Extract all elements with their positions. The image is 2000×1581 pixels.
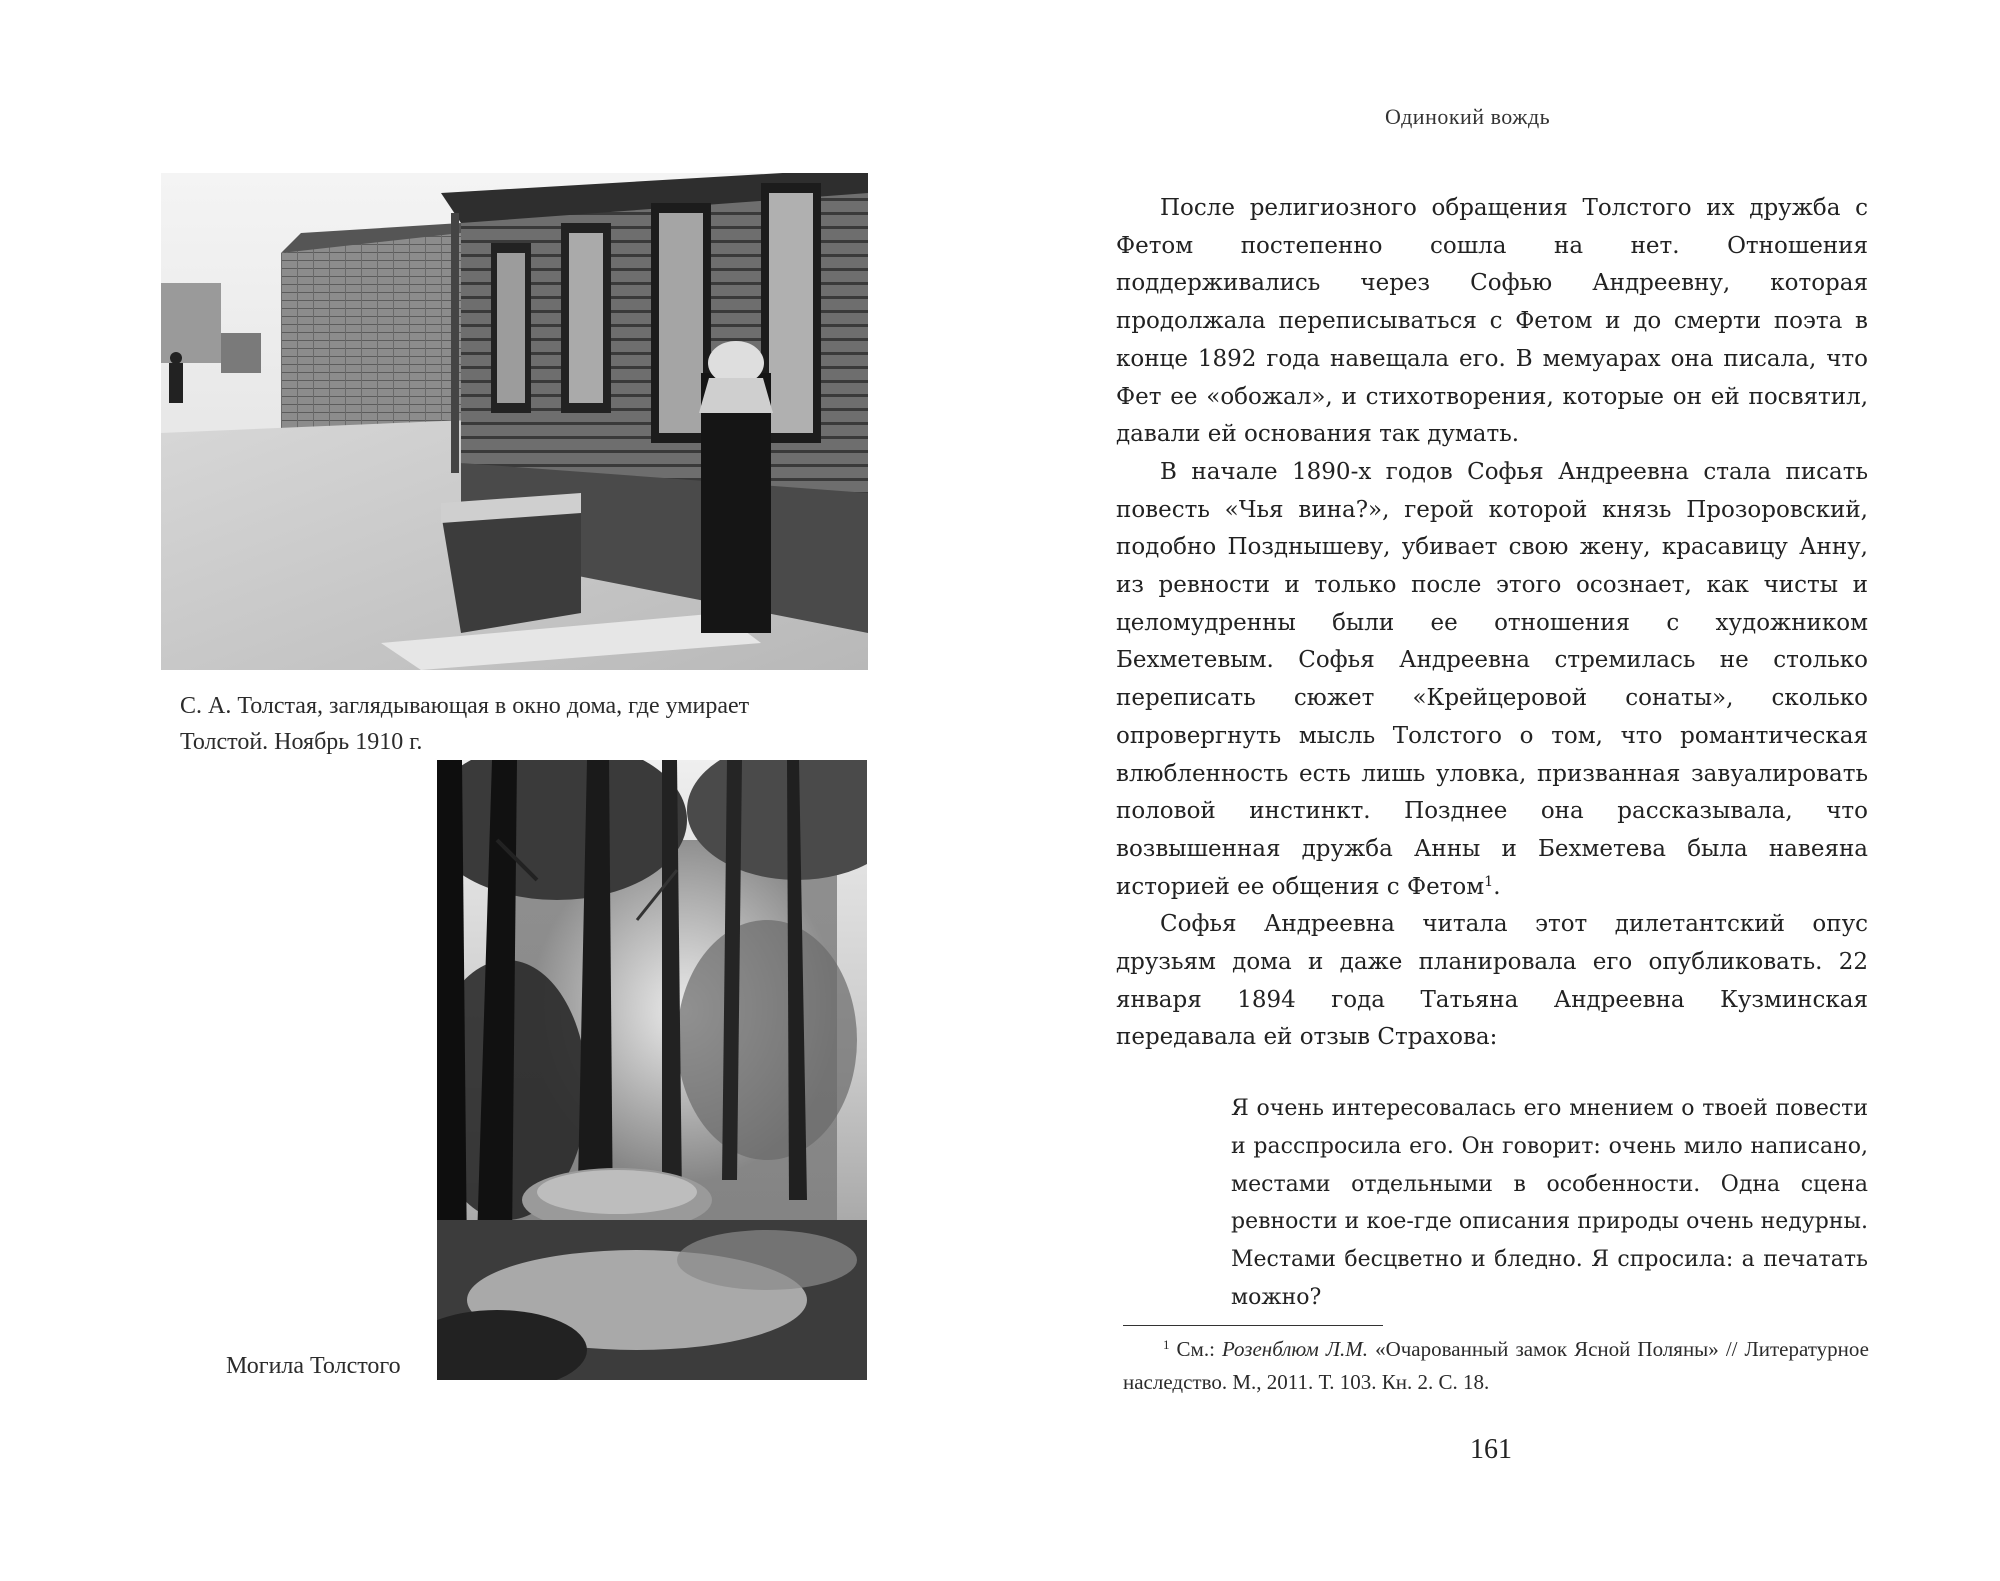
footnote-rest: «Очарованный замок Ясной Поляны» // Литературное наследство. М., 2011. Т. 103. Кн. 2. С. 18. — [1123, 1337, 1869, 1394]
paragraph-1: После религиозного обращения Толстого их дружба с Фетом постепенно сошла на нет. Отношения поддерживались через Софью Андреевну, которая продолжала переписываться с Фетом и до смерти поэта в конце 1892 года навещала его. В мемуарах она писала, что Фет ее «обожал», и стихотворения, которые он ей посвятил, давали ей основания так думать. — [1116, 195, 1868, 448]
footnote-prefix: См.: — [1169, 1337, 1222, 1361]
photo-grave-image — [437, 760, 867, 1380]
footnote-divider — [1123, 1325, 1383, 1326]
photo-house-caption: С. А. Толстая, заглядывающая в окно дома, где умирает Толстой. Ноябрь 1910 г. — [180, 693, 750, 755]
paragraph-2-end: . — [1493, 873, 1501, 900]
photo-house-image — [161, 173, 868, 670]
running-head: Одинокий вождь — [1385, 104, 1551, 129]
footnote-marker: 1 — [1163, 1336, 1170, 1352]
photo-grave-caption: Могила Толстого — [226, 1353, 401, 1379]
block-quote: Я очень интересовалась его мнением о твоей повести и расспросила его. Он говорит: очень мило написано, местами отдельными в особенности. Одна сцена ревности и кое-где описания природы очень недурны. Местами бесцветно и бледно. Я спросила: а печатать можно? — [1231, 1096, 1868, 1310]
main-text — [1116, 190, 1868, 1057]
photo-house-window — [161, 173, 868, 670]
paragraph-3: Софья Андреевна читала этот дилетантский опус друзьям дома и даже планировала его опубликовать. 22 января 1894 года Татьяна Андреевна Кузминская передавала ей отзыв Страхова: — [1116, 911, 1868, 1051]
paragraph-2-text: В начале 1890-х годов Софья Андреевна стала писать повесть «Чья вина?», герой которой князь Прозоровский, подобно Позднышеву, убивает свою жену, красавицу Анну, из ревности и только после этого осознает, как чисты и целомудренны были ее отношения с художником Бехметевым. Софья Андреевна стремилась не столько переписать сюжет «Крейцеровой сонаты», сколько опровергнуть мысль Толстого о том, что романтическая влюбленность есть лишь уловка, призванная завуалировать половой инстинкт. Позднее она рассказывала, что возвышенная дружба Анны и Бехметева была навеяна историей ее общения с Фетом — [1116, 458, 1868, 900]
footnote-reference[interactable]: 1 — [1484, 873, 1494, 890]
paragraph-2 — [1116, 454, 1868, 906]
footnote — [1123, 1333, 1869, 1399]
footnote-author: Розенблюм Л.М. — [1221, 1337, 1369, 1361]
page-number: 161 — [1470, 1434, 1512, 1465]
photo-tolstoy-grave — [437, 760, 867, 1380]
